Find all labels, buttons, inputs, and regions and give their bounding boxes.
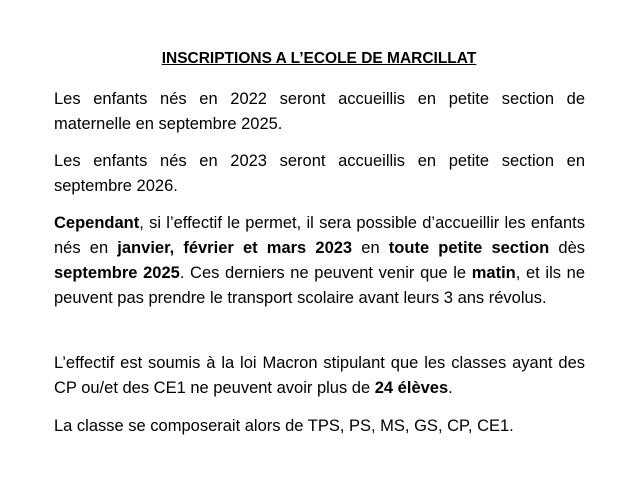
text-segment: . (448, 379, 453, 397)
text-segment: en (352, 239, 389, 257)
text-segment: . Ces derniers ne peuvent venir que le (179, 264, 472, 282)
text-segment: dès (549, 239, 586, 257)
bold-toute-petite-section: toute petite section (388, 239, 550, 257)
text-segment: , et ils ne peuvent pas prendre le transport scolaire avant leurs 3 ans révolus. (54, 264, 585, 307)
bold-matin: matin (471, 264, 516, 282)
document-title: INSCRIPTIONS A L’ECOLE DE MARCILLAT (161, 50, 477, 67)
bold-months: janvier, février et mars 2023 (117, 239, 353, 257)
bold-septembre-2025: septembre 2025 (54, 264, 180, 282)
bold-cependant: Cependant (54, 214, 140, 232)
bold-24-eleves: 24 élèves (374, 379, 449, 397)
paragraph-toute-petite-section (54, 211, 585, 311)
paragraph-loi-macron (54, 351, 585, 401)
paragraph-petite-section-2022: Les enfants nés en 2022 seront accueillis en petite section de maternelle en septembre 2025. (54, 90, 585, 133)
text-segment: L’effectif est soumis à la loi Macron stipulant que les classes ayant des CP ou/et des CE1 ne peuvent avoir plus de (54, 354, 585, 397)
text-segment: , si l’effectif le permet, il sera possible d’accueillir les enfants nés en (54, 214, 585, 257)
paragraph-composition-classe: La classe se composerait alors de TPS, PS, MS, GS, CP, CE1. (54, 417, 514, 435)
paragraph-petite-section-2023: Les enfants nés en 2023 seront accueillis en petite section en septembre 2026. (54, 152, 585, 195)
